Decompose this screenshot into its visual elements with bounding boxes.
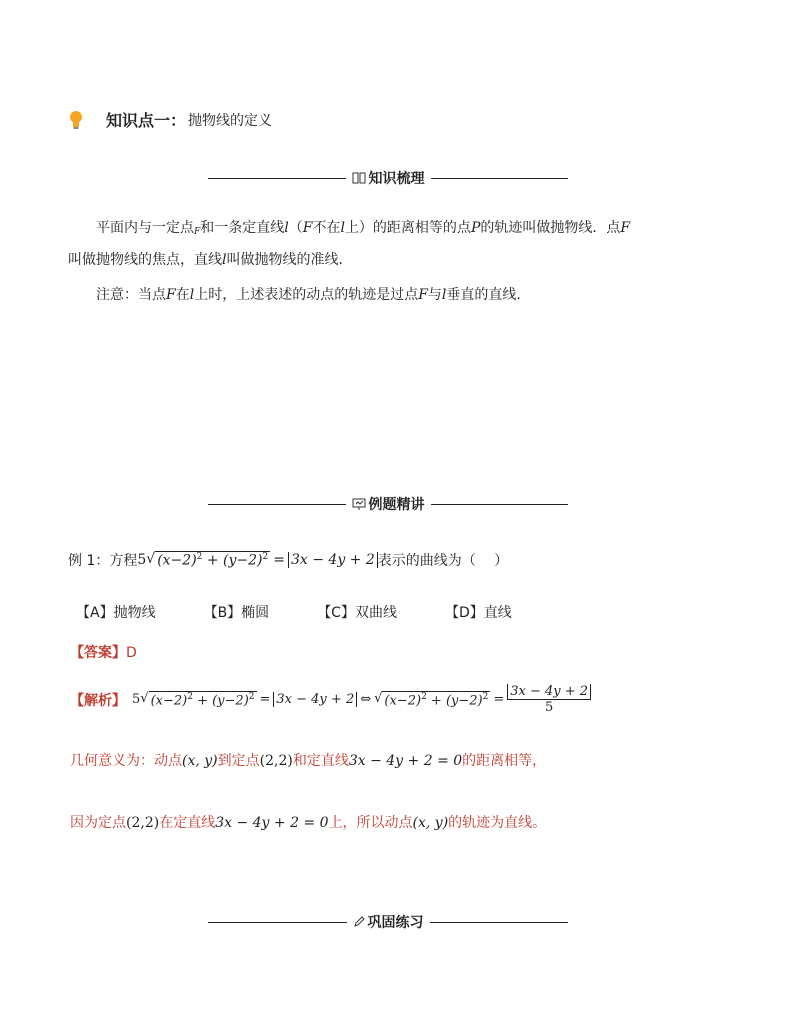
text: 的距离相等， — [462, 753, 547, 769]
text: 的轨迹为直线。 — [448, 815, 547, 831]
var-l: l — [340, 220, 345, 236]
options — [76, 602, 512, 622]
text: 叫做抛物线的准线. — [226, 252, 343, 268]
text: 表示的曲线为（ ） — [377, 553, 509, 569]
section-label: 知识梳理 — [368, 171, 425, 187]
line-eq: 3x − 4y + 2 = 0 — [215, 815, 329, 831]
point-xy: (x, y) — [412, 815, 449, 831]
reason — [70, 812, 546, 832]
section-divider-practice — [208, 912, 568, 932]
text: 几何意义为：动点 — [70, 753, 182, 769]
text: 平面内与一定点 — [96, 220, 194, 236]
var-l: l — [222, 252, 227, 268]
answer — [70, 642, 137, 662]
presentation-icon — [352, 498, 366, 511]
option-c[interactable]: 【C】双曲线 — [317, 605, 397, 621]
line-eq: 3x − 4y + 2 = 0 — [348, 753, 463, 769]
text: 与 — [427, 287, 442, 303]
analysis — [70, 684, 591, 715]
lightbulb-icon — [68, 110, 84, 130]
text: 例 1：方程 — [68, 553, 138, 569]
example-1 — [68, 550, 508, 570]
note — [96, 282, 521, 308]
text: 上，所以动点 — [328, 815, 413, 831]
answer-value: D — [126, 645, 137, 661]
heading — [68, 108, 272, 131]
heading-subtitle: 抛物线的定义 — [188, 112, 273, 129]
text: 的轨迹叫做抛物线．点 — [480, 220, 621, 236]
text: 和一条定直线 — [200, 220, 285, 236]
section-divider-knowledge — [208, 168, 568, 188]
definition-paragraph — [68, 214, 728, 274]
answer-label: 【答案】 — [70, 645, 126, 661]
var-p: P — [470, 220, 481, 236]
var-l: l — [441, 287, 447, 303]
var-f: F — [194, 227, 201, 237]
text: 到定点 — [217, 753, 260, 769]
point-xy: (x, y) — [182, 753, 218, 769]
text: 在定直线 — [159, 815, 216, 831]
heading-title: 知识点一： — [106, 111, 187, 130]
var-l: l — [189, 287, 195, 303]
book-icon — [352, 172, 366, 184]
text: 上）的距离相等的点 — [344, 220, 471, 236]
option-d[interactable]: 【D】直线 — [444, 605, 512, 621]
text: 在 — [175, 287, 190, 303]
pencil-icon — [353, 916, 365, 928]
var-f: F — [418, 287, 428, 303]
option-b[interactable]: 【B】椭圆 — [203, 605, 270, 621]
meaning — [70, 750, 546, 770]
var-l: l — [284, 220, 289, 236]
text: 和定直线 — [292, 753, 349, 769]
var-f: F — [166, 287, 176, 303]
section-label: 巩固练习 — [367, 915, 424, 931]
text: 叫做抛物线的焦点，直线 — [68, 252, 222, 268]
var-f: F — [620, 220, 631, 236]
section-divider-examples — [208, 494, 568, 514]
text: 垂直的直线. — [446, 287, 521, 303]
text: 注意：当点 — [96, 287, 166, 303]
equation: 5 √ $(x-2)^2 + (y-2)^2$ = 3x − 4y + 2 — [137, 551, 377, 569]
text: 因为定点 — [70, 815, 126, 831]
analysis-equation: 5 √ $(x-2)^2 + (y-2)^2$ = 3x − 4y + 2 ⇔ √ $(x-2)^2 + (y-2)^2$ = $\frac{3x - 4y + 2}{5}$ — [132, 684, 591, 715]
text: 不在 — [312, 220, 341, 236]
point-22: (2,2) — [126, 815, 160, 831]
section-label: 例题精讲 — [368, 497, 425, 513]
point-22: (2,2) — [259, 753, 293, 769]
text: 上时，上述表述的动点的轨迹是过点 — [194, 287, 419, 303]
analysis-label: 【解析】 — [70, 692, 126, 709]
option-a[interactable]: 【A】抛物线 — [76, 605, 156, 621]
var-f: F — [302, 220, 313, 236]
text: （ — [288, 220, 303, 236]
